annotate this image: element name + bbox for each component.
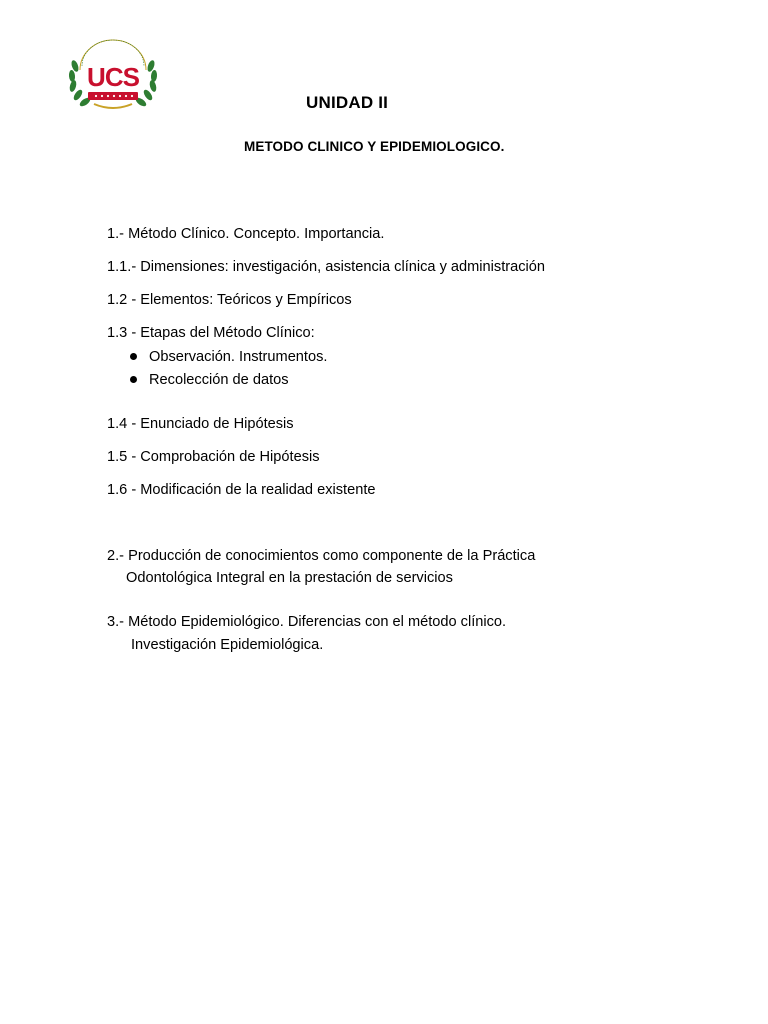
item-1-5: 1.5 - Comprobación de Hipótesis [107,449,320,465]
item-3-line-1: 3.- Método Epidemiológico. Diferencias con el método clínico. [107,614,507,630]
item-1-3: 1.3 - Etapas del Método Clínico: [107,325,315,341]
item-2-line-1: 2.- Producción de conocimientos como componente de la Práctica [107,548,536,564]
item-1-1: 1.1.- Dimensiones: investigación, asistencia clínica y administración [107,259,546,275]
bullet-item-1 [130,349,327,365]
item-1-2: 1.2 - Elementos: Teóricos y Empíricos [107,292,352,308]
bullet-text: Observación. Instrumentos. [149,349,328,365]
item-1-4: 1.4 - Enunciado de Hipótesis [107,416,294,432]
bullet-icon [130,353,137,360]
item-1-6: 1.6 - Modificación de la realidad existente [107,482,376,498]
ucs-seal-icon [66,36,160,116]
bullet-item-2 [130,372,289,388]
item-1: 1.- Método Clínico. Concepto. Importancia. [107,226,385,242]
unit-title: UNIDAD II [306,93,389,112]
bullet-icon [130,376,137,383]
svg-text:UCS: UCS [87,62,139,92]
item-3-line-2: Investigación Epidemiológica. [131,637,324,653]
bullet-text: Recolección de datos [149,372,289,388]
document-subtitle: METODO CLINICO Y EPIDEMIOLOGICO. [244,139,505,154]
item-2-line-2: Odontológica Integral en la prestación de servicios [126,570,453,586]
ucs-logo [66,36,160,116]
